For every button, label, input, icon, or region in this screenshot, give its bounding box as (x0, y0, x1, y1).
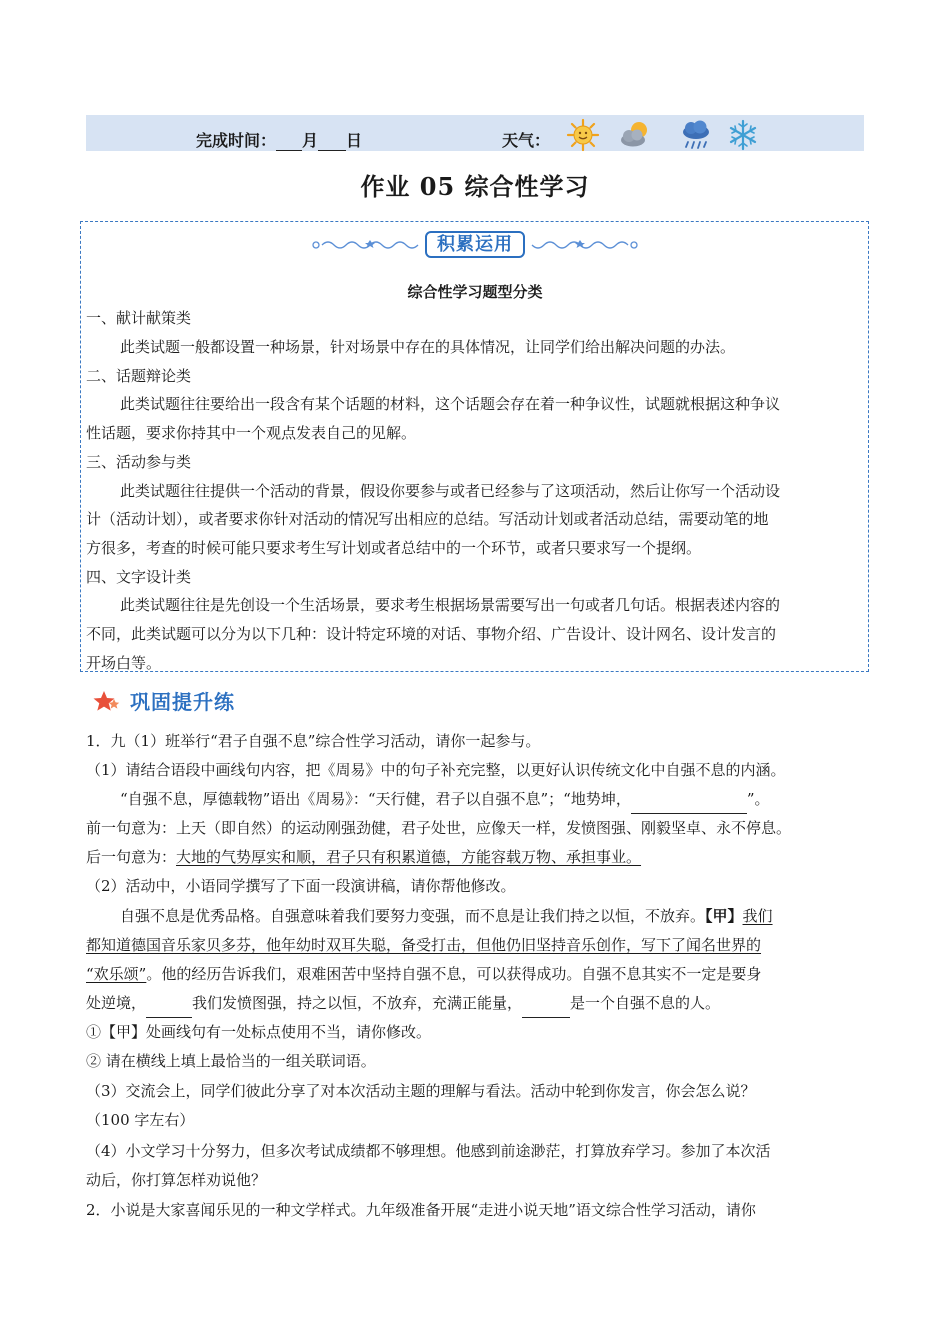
weather-label: 天气： (502, 131, 551, 150)
sun-icon[interactable] (566, 118, 600, 152)
partly-cloudy-icon[interactable] (618, 118, 652, 152)
answer-blank[interactable] (631, 795, 747, 814)
question-1-1: （1）请结合语段中画线句内容，把《周易》中的句子补充完整，以更好认识传统文化中自强不息的内涵。 (86, 761, 786, 779)
quote-line: “自强不息，厚德载物”语出《周易》：“天行健，君子以自强不息”；“地势坤， ”。 (120, 785, 770, 814)
category-heading-3: 三、活动参与类 (86, 453, 192, 471)
sub-question-1: ①【甲】处画线句有一处标点使用不当，请你修改。 (86, 1023, 432, 1041)
page-title: 作业 05 综合性学习 (360, 172, 590, 201)
answer-blank[interactable] (522, 999, 570, 1018)
completion-time: 完成时间： 月 日 (196, 131, 363, 150)
underlined-sentence: 都知道德国音乐家贝多芬，他年幼时双耳失聪，备受打击，但他仍旧坚持音乐创作，写下了闻名世界的 (86, 936, 762, 954)
speech-line: 处逆境， 我们发愤图强，持之以恒，不放弃，充满正能量， 是一个自强不息的人。 (86, 989, 720, 1018)
month-blank[interactable] (276, 134, 302, 151)
question-1-3: （3）交流会上，同学们彼此分享了对本次活动主题的理解与看法。活动中轮到你发言，你会怎么说？ (86, 1082, 756, 1100)
category-heading-4: 四、文字设计类 (86, 568, 192, 586)
star-icon (92, 689, 122, 715)
category-text: 不同，此类试题可以分为以下几种：设计特定环境的对话、事物介绍、广告设计、设计网名、设计发言的 (86, 625, 777, 643)
mark-jia: 【甲】 (705, 907, 743, 925)
category-text: 方很多，考查的时候可能只要求考生写计划或者总结中的一个环节，或者只要求写一个提纲。 (86, 539, 702, 557)
meaning-line: 前一句意为：上天（即自然）的运动刚强劲健，君子处世，应像天一样，发愤图强、刚毅坚卓、永不停息。 (86, 819, 792, 837)
category-text: 此类试题往往要给出一段含有某个话题的材料，这个话题会存在着一种争议性，试题就根据这种争议 (120, 395, 781, 413)
question-1-2: （2）活动中，小语同学撰写了下面一段演讲稿，请你帮他修改。 (86, 877, 516, 895)
category-text: 开场白等。 (86, 654, 162, 672)
banner-title: 积累运用 (425, 231, 525, 258)
answer-blank[interactable] (146, 999, 192, 1018)
day-blank[interactable] (318, 134, 346, 151)
sub-question-2: ② 请在横线上填上最恰当的一组关联词语。 (86, 1052, 376, 1070)
question-1: 1．九（1）班举行“君子自强不息”综合性学习活动，请你一起参与。 (86, 732, 541, 750)
section-title: 巩固提升练 (130, 690, 235, 714)
question-2: 2．小说是大家喜闻乐见的一种文学样式。九年级准备开展“走进小说天地”语文综合性学习活动，请你 (86, 1201, 756, 1219)
speech-line: 自强不息是优秀品格。自强意味着我们要努力变强，而不息是让我们持之以恒，不放弃。【甲】我们 (120, 907, 773, 925)
category-text: 性话题，要求你持其中一个观点发表自己的见解。 (86, 424, 417, 442)
box-subtitle: 综合性学习题型分类 (407, 283, 543, 301)
category-text: 计（活动计划），或者要求你针对活动的情况写出相应的总结。写活动计划或者活动总结，需要动笔的地 (86, 510, 769, 528)
snowflake-icon[interactable] (726, 118, 760, 152)
category-heading-2: 二、话题辩论类 (86, 367, 192, 385)
latter-meaning-line: 后一句意为：大地的气势厚实和顺，君子只有积累道德，方能容载万物、承担事业。 (86, 848, 642, 866)
category-text: 此类试题往往提供一个活动的背景，假设你要参与或者已经参与了这项活动，然后让你写一个活动设 (120, 482, 781, 500)
category-heading-1: 一、献计献策类 (86, 309, 192, 327)
underlined-sentence: 大地的气势厚实和顺，君子只有积累道德，方能容载万物、承担事业。 (176, 848, 642, 866)
question-1-4: （4）小文学习十分努力，但多次考试成绩都不够理想。他感到前途渺茫，打算放弃学习。参加了本次活 (86, 1142, 771, 1160)
speech-line (86, 931, 761, 960)
speech-line: “欢乐颂”。他的经历告诉我们，艰难困苦中坚持自强不息，可以获得成功。自强不息其实不一定是要身 (86, 965, 762, 983)
category-text: 此类试题一般都设置一种场景，针对场景中存在的具体情况，让同学们给出解决问题的办法。 (120, 338, 736, 356)
rain-icon[interactable] (679, 118, 713, 152)
question-1-4-cont: 动后，你打算怎样劝说他？ (86, 1171, 267, 1189)
category-text: 此类试题往往是先创设一个生活场景，要求考生根据场景需要写出一句或者几句话。根据表述内容的 (120, 596, 781, 614)
question-1-3-note: （100 字左右） (86, 1111, 195, 1129)
